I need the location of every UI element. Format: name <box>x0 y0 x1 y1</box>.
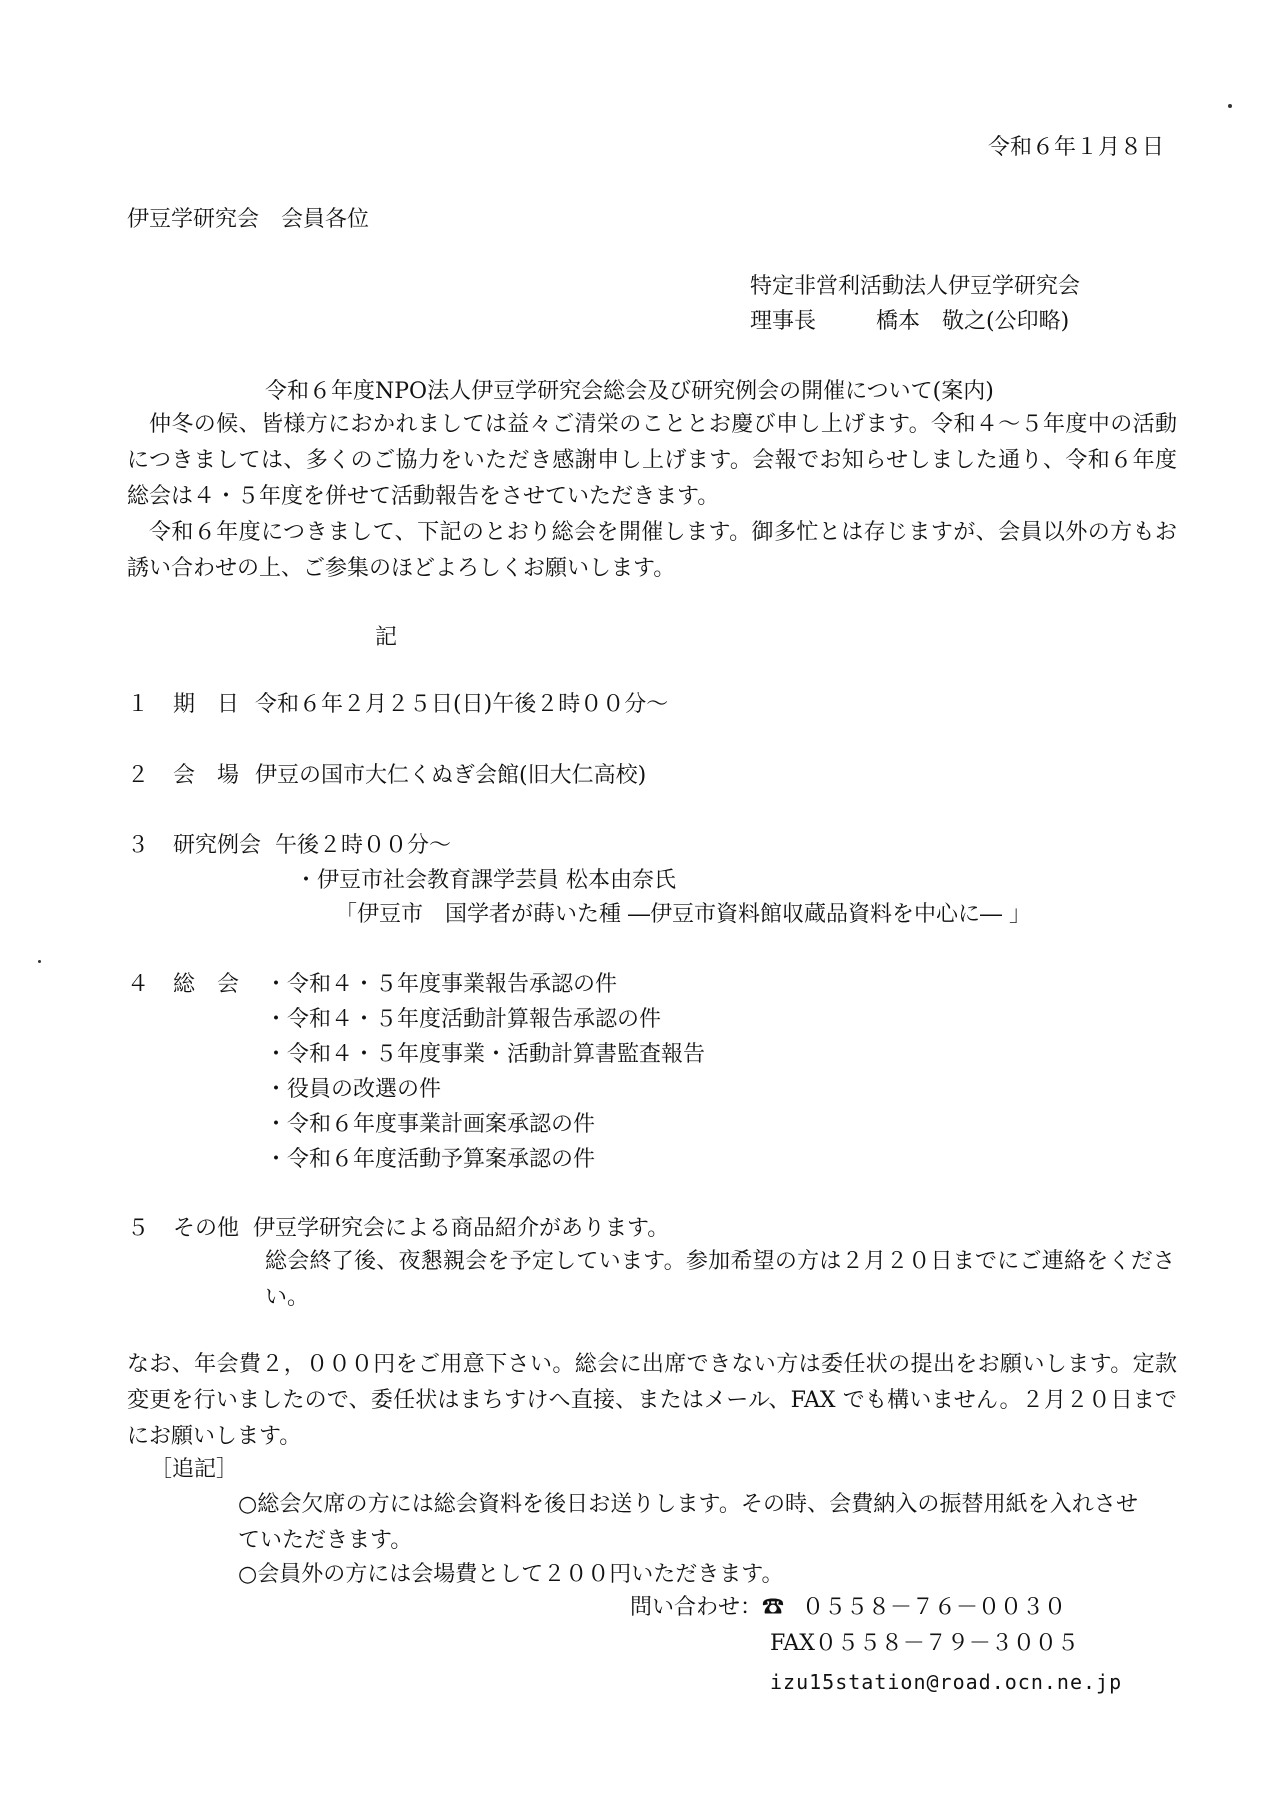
item-number: ５ <box>127 1216 150 1241</box>
item-value: 伊豆の国市大仁くぬぎ会館(旧大仁高校) <box>255 763 647 788</box>
scan-speck <box>38 960 41 963</box>
other-detail: 総会終了後、夜懇親会を予定しています。参加希望の方は２月２０日までにご連絡をください。 <box>265 1249 1175 1310</box>
agenda-item: ・令和６年度活動予算案承認の件 <box>265 1147 596 1172</box>
contact-fax-line <box>770 1629 1079 1659</box>
item-number: ４ <box>127 972 150 997</box>
agenda-item: ・令和４・５年度事業報告承認の件 <box>265 972 618 997</box>
item-label: 期 日 <box>173 692 240 717</box>
contact-phone-line <box>630 1593 1066 1623</box>
lecture-speaker: ・伊豆市社会教育課学芸員 松本由奈氏 <box>295 868 676 893</box>
item-assembly <box>127 970 239 1000</box>
intro-paragraph-1: 仲冬の候、皆様方におかれましては益々ご清栄のこととお慶び申し上げます。令和４～５年度中の活動につきましては、多くのご協力をいただき感謝申し上げます。会報でお知らせしました通り、令和６年度総会は４・５年度を併せて活動報告をさせていただきます。 <box>127 412 1177 509</box>
ki-heading: 記 <box>375 625 398 650</box>
phone-icon: ☎ <box>762 1595 785 1620</box>
postscript-label: ［追記］ <box>150 1457 239 1482</box>
item-number: １ <box>127 692 150 717</box>
contact-label: 問い合わせ： <box>630 1595 763 1620</box>
item-value: 令和６年２月２５日(日)午後２時００分～ <box>255 692 669 717</box>
item-number: ３ <box>127 833 150 858</box>
item-venue <box>127 761 646 791</box>
sender-name: 橋本 敬之 <box>876 309 987 334</box>
item-label: 研究例会 <box>173 833 262 858</box>
sender-title: 理事長 <box>750 309 817 334</box>
item-number: ２ <box>127 763 150 788</box>
postscript-item-1: ○総会欠席の方には総会資料を後日お送りします。その時、会費納入の振替用紙を入れさせていただきます。 <box>238 1492 1138 1553</box>
item-label: その他 <box>173 1216 240 1241</box>
item-lecture <box>127 831 451 861</box>
contact-phone: ０５５８－７６－００３０ <box>802 1595 1067 1620</box>
agenda-item: ・役員の改選の件 <box>265 1077 442 1102</box>
agenda-item: ・令和４・５年度事業・活動計算書監査報告 <box>265 1042 706 1067</box>
seal-omitted: (公印略) <box>986 309 1070 334</box>
intro-text <box>127 407 1177 587</box>
contact-fax: ０５５８－７９－３００５ <box>814 1631 1079 1656</box>
agenda-item: ・令和６年度事業計画案承認の件 <box>265 1112 596 1137</box>
contact-email: izu15station@road.ocn.ne.jp <box>770 1670 1123 1694</box>
intro-paragraph-2: 令和６年度につきまして、下記のとおり総会を開催します。御多忙とは存じますが、会員以外の方もお誘い合わせの上、ご参集のほどよろしくお願いします。 <box>127 520 1177 581</box>
sender-org: 特定非営利活動法人伊豆学研究会 <box>750 274 1081 299</box>
item-label: 会 場 <box>173 763 240 788</box>
item-value: 午後２時００分～ <box>275 833 452 858</box>
letter-subject: 令和６年度NPO法人伊豆学研究会総会及び研究例会の開催について(案内) <box>265 379 994 404</box>
letter-date: 令和６年１月８日 <box>988 135 1165 160</box>
item-date <box>127 690 668 720</box>
scan-speck <box>1228 104 1232 108</box>
item-other <box>127 1214 669 1244</box>
fax-label: FAX <box>770 1631 815 1656</box>
item-label: 総 会 <box>173 972 240 997</box>
sender-line <box>750 307 1069 337</box>
item-value: 伊豆学研究会による商品紹介があります。 <box>253 1216 670 1241</box>
recipient: 伊豆学研究会 会員各位 <box>127 207 370 232</box>
agenda-item: ・令和４・５年度活動計算報告承認の件 <box>265 1007 662 1032</box>
fee-note: なお、年会費２，０００円をご用意下さい。総会に出席できない方は委任状の提出をお願いします。定款変更を行いましたので、委任状はまちすけへ直接、またはメール、FAX でも構いません。２月２０日までにお願いします。 <box>127 1352 1177 1449</box>
postscript-item-2: ○会員外の方には会場費として２００円いただきます。 <box>238 1562 784 1587</box>
lecture-topic: 「伊豆市 国学者が蒔いた種 ―伊豆市資料館収蔵品資料を中心に― 」 <box>335 902 1031 927</box>
